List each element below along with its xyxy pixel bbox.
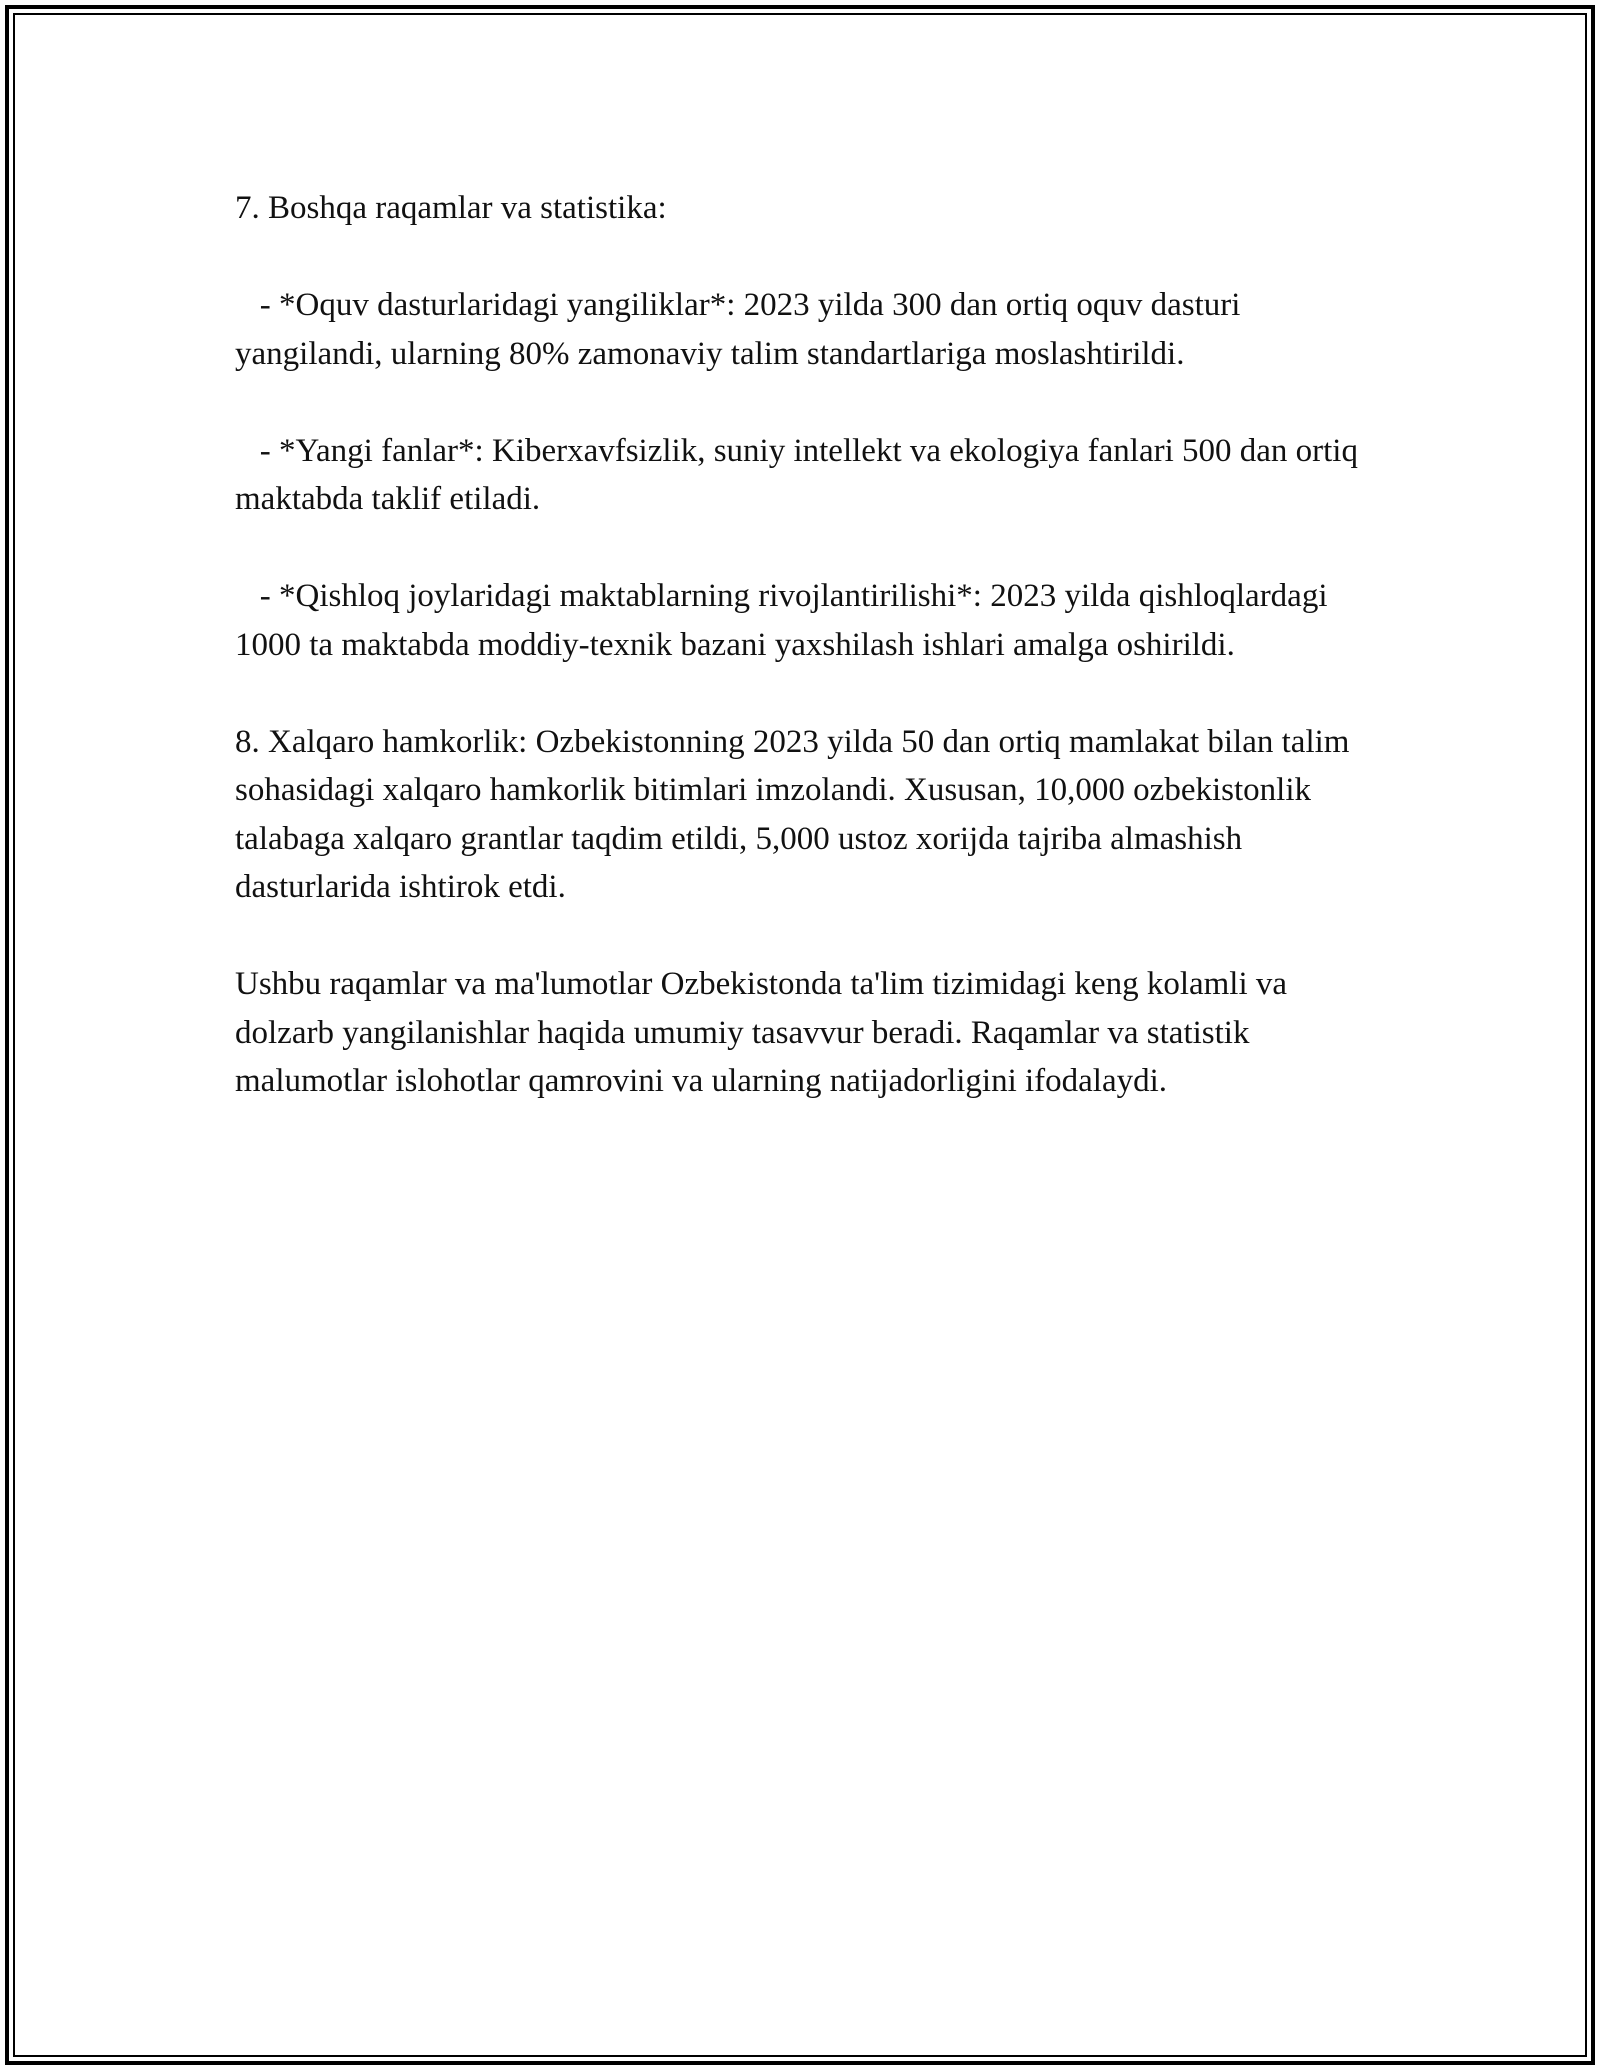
section-7-heading: 7. Boshqa raqamlar va statistika: <box>235 190 667 226</box>
closing-paragraph: Ushbu raqamlar va ma'lumotlar Ozbekistonda ta'lim tizimidagi keng kolamli va dolzarb yangilanishlar haqida umumiy tasavvur beradi. Raqamlar va statistik malumotlar islohotlar qamrovini va ularning natijadorligini ifodalaydi. <box>235 966 1296 1099</box>
bullet-rural-schools: - *Qishloq joylaridagi maktablarning rivojlantirilishi*: 2023 yilda qishloqlardagi 1000 ta maktabda moddiy-texnik bazani yaxshilash ishlari amalga oshirildi. <box>235 578 1336 663</box>
section-8-international-cooperation: 8. Xalqaro hamkorlik: Ozbekistonning 2023 yilda 50 dan ortiq mamlakat bilan talim sohasidagi xalqaro hamkorlik bitimlari imzolandi. Xususan, 10,000 ozbekistonlik talabaga xalqaro grantlar taqdim etildi, 5,000 ustoz xorijda tajriba almashish dasturlarida ishtirok etdi. <box>235 723 1358 905</box>
bullet-new-subjects: - *Yangi fanlar*: Kiberxavfsizlik, suniy intellekt va ekologiya fanlari 500 dan ortiq maktabda taklif etiladi. <box>235 432 1367 517</box>
bullet-curriculum-updates: - *Oquv dasturlaridagi yangiliklar*: 2023 yilda 300 dan ortiq oquv dasturi yangilandi, ularning 80% zamonaviy talim standartlariga moslashtirildi. <box>235 287 1249 372</box>
document-body <box>235 184 1370 1106</box>
